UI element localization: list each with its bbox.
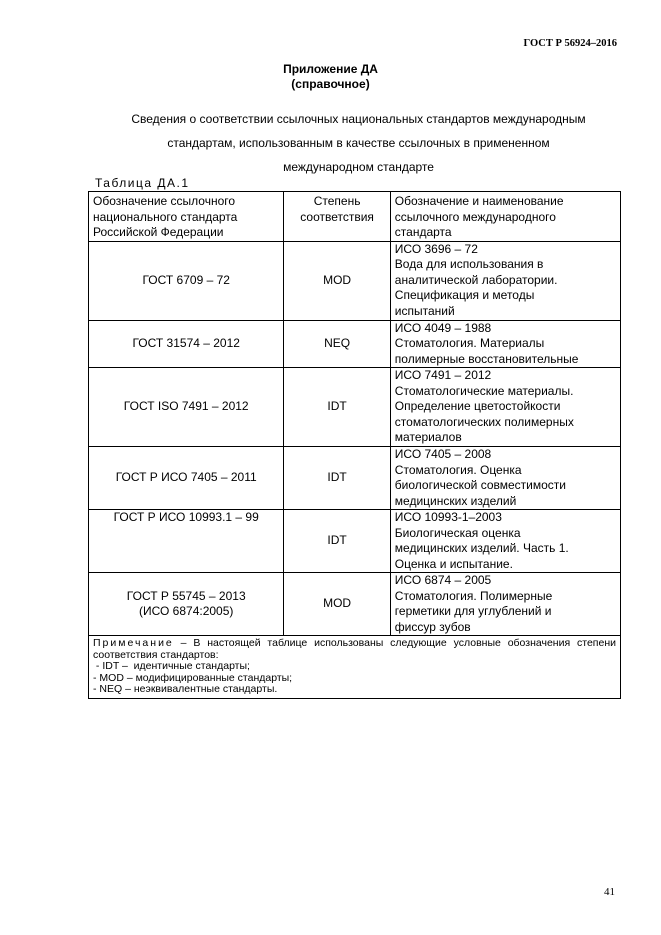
national-standard: ГОСТ 31574 – 2012 — [132, 336, 240, 350]
table-header-row — [89, 192, 621, 242]
table-row — [89, 447, 621, 510]
national-standard: ГОСТ Р 55745 – 2013 — [126, 588, 246, 603]
intl-line: медицинских изделий. Часть 1. — [394, 541, 569, 555]
intl-line: ИСО 6874 – 2005 — [394, 573, 492, 587]
header-line: стандарта — [394, 225, 452, 239]
intl-line: ИСО 7491 – 2012 — [394, 368, 492, 382]
intl-line: герметики для углублений и — [394, 604, 552, 618]
correspondence-table — [88, 191, 621, 699]
note-intro-text: – В настоящей таблице использованы следующие условные обозначения степени соответствия стандартов: — [93, 637, 616, 661]
heading-line: стандартам, использованным в качестве ссылочных в примененном — [167, 136, 550, 150]
international-standard-cell — [390, 510, 620, 573]
national-standard-cell — [89, 320, 284, 368]
header-line: соответствия — [300, 209, 374, 224]
national-standard: (ИСО 6874:2005) — [138, 604, 234, 618]
heading-line: Сведения о соответствии ссылочных национальных стандартов международным — [131, 112, 586, 126]
intl-line: Оценка и испытание. — [394, 556, 513, 571]
intl-line: Стоматология. Полимерные — [394, 588, 553, 603]
page-number: 41 — [604, 886, 615, 898]
note-item: - IDT – идентичные стандарты; — [93, 660, 250, 673]
degree-cell: IDT — [284, 510, 390, 573]
table-row — [89, 510, 621, 573]
intl-line: ИСО 7405 – 2008 — [394, 447, 492, 461]
intl-line: полимерные восстановительные — [394, 351, 579, 366]
national-standard: ГОСТ 6709 – 72 — [142, 272, 230, 287]
intl-line: Стоматология. Материалы — [394, 336, 545, 350]
table-row — [89, 573, 621, 636]
appendix-title: Приложение ДА — [283, 62, 378, 76]
table-row — [89, 368, 621, 447]
national-standard: ГОСТ ISO 7491 – 2012 — [123, 399, 249, 414]
degree-cell: IDT — [284, 368, 390, 447]
intl-line: Спецификация и методы — [394, 288, 535, 302]
table-row — [89, 320, 621, 368]
header-line: Обозначение ссылочного — [93, 194, 236, 208]
national-standard-cell — [89, 510, 284, 573]
header-national-standard — [89, 192, 284, 242]
note-intro — [93, 638, 616, 661]
intl-line: ИСО 10993-1–2003 — [394, 510, 502, 524]
intl-line: фиссур зубов — [394, 619, 471, 634]
intl-line: Стоматологические материалы. — [394, 383, 574, 398]
national-standard: ГОСТ Р ИСО 10993.1 – 99 — [113, 510, 259, 524]
header-line: Российской Федерации — [93, 225, 224, 239]
intl-line: ИСО 4049 – 1988 — [394, 320, 492, 335]
national-standard-cell — [89, 573, 284, 636]
note-item: - NEQ – неэквивалентные стандарты. — [93, 683, 278, 696]
international-standard-cell — [390, 320, 620, 368]
national-standard-cell — [89, 447, 284, 510]
degree-cell: MOD — [284, 241, 390, 320]
appendix-subtitle: (справочное) — [291, 77, 370, 91]
intl-line: испытаний — [394, 303, 455, 318]
note-label: Примечание — [93, 637, 174, 650]
intl-line: биологической совместимости — [394, 478, 566, 492]
header-international-standard — [390, 192, 620, 242]
table-row — [89, 241, 621, 320]
degree-cell: MOD — [284, 573, 390, 636]
international-standard-cell — [390, 573, 620, 636]
header-line: Обозначение и наименование — [394, 194, 564, 208]
national-standard-cell — [89, 241, 284, 320]
intl-line: Вода для использования в — [394, 257, 544, 271]
section-heading — [96, 107, 621, 179]
international-standard-cell — [390, 368, 620, 447]
document-code: ГОСТ Р 56924–2016 — [523, 38, 617, 49]
intl-line: Биологическая оценка — [394, 525, 521, 540]
intl-line: Стоматология. Оценка — [394, 462, 522, 477]
international-standard-cell — [390, 447, 620, 510]
header-degree — [284, 192, 390, 242]
degree-cell: NEQ — [284, 320, 390, 368]
header-line: ссылочного международного — [394, 209, 556, 224]
table-note — [89, 636, 621, 699]
table-note-row — [89, 636, 621, 699]
intl-line: ИСО 3696 – 72 — [394, 241, 478, 256]
note-item: - MOD – модифицированные стандарты; — [93, 671, 293, 684]
degree-cell: IDT — [284, 447, 390, 510]
national-standard-cell — [89, 368, 284, 447]
intl-line: стоматологических полимерных — [394, 414, 574, 429]
intl-line: медицинских изделий — [394, 493, 517, 508]
national-standard: ГОСТ Р ИСО 7405 – 2011 — [115, 470, 257, 485]
heading-line: международном стандарте — [283, 160, 434, 174]
header-line: национального стандарта — [93, 209, 238, 224]
intl-line: аналитической лаборатории. — [394, 272, 558, 287]
intl-line: материалов — [394, 430, 462, 444]
intl-line: Определение цветостойкости — [394, 399, 561, 413]
appendix-title-block — [0, 62, 661, 92]
header-line: Степень — [313, 194, 361, 208]
table-caption: Таблица ДА.1 — [95, 176, 190, 190]
international-standard-cell — [390, 241, 620, 320]
